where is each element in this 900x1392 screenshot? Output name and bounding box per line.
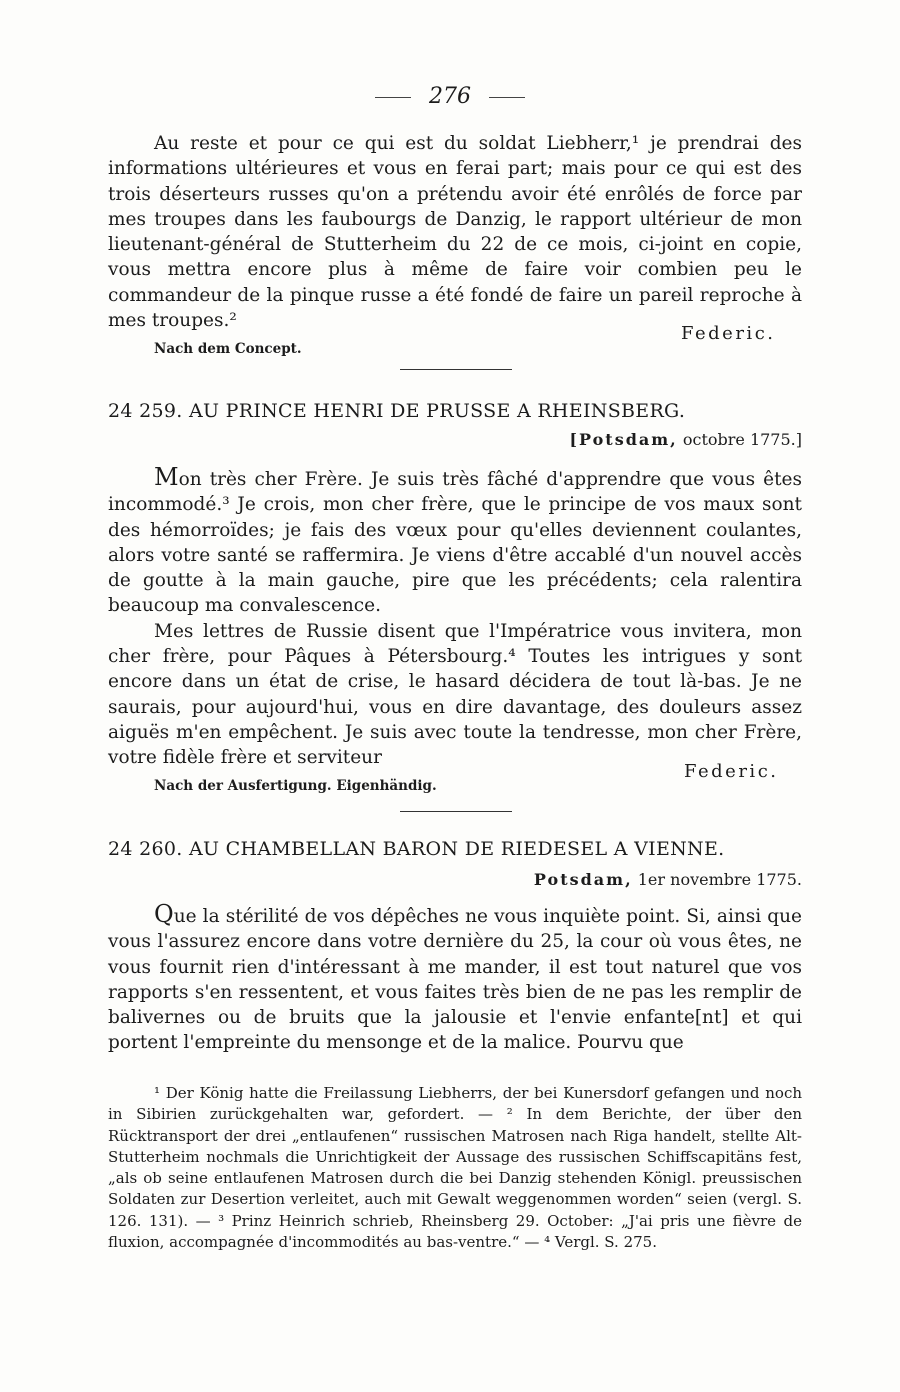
letter-24259-paragraph-2: Mes lettres de Russie disent que l'Impératrice vous invitera, mon cher frère, pour Pâques à Pétersbourg.⁴ Toutes les intrigues y sont encore dans un état de crise, le hasard décidera de tout là-bas. Je ne saurais, pour aujourd'hui, vous en dire davantage, des douleurs assez aiguës m'en empêchent. Je suis avec toute la tendresse, mon cher Frère, votre fidèle frère et serviteur	[108, 620, 802, 769]
page-number: 276	[429, 84, 471, 109]
dateline-date: octobre 1775.]	[682, 430, 802, 449]
page-number-line	[0, 84, 900, 109]
paragraph-text: ue la stérilité de vos dépêches ne vous inquiète point. Si, ainsi que vous l'assurez encore dans votre dernière du 25, la cour où vous êtes, ne vous fournit rien d'intéressant à me mander, il est tout naturel que vos rapports s'en ressentent, et vous faites très bien de ne pas les remplir de balivernes ou de bruits que la jalousie et l'envie enfante[nt] et qui portent l'empreinte du mensonge et de la malice. Pourvu que	[108, 906, 802, 1054]
letter-24259-dateline	[569, 430, 802, 449]
letter-24259-paragraph-1	[108, 465, 802, 619]
footnotes-text: ¹ Der König hatte die Freilassung Liebherrs, der bei Kunersdorf gefangen und noch in Sibirien zurückgehalten war, gefordert. — ² In dem Berichte, der über den Rücktransport der drei „entlaufenen“ russischen Matrosen nach Riga handelt, stellte Alt-Stutterheim nochmals die Unrichtigkeit der Aussage des russischen Schiffscapitäns fest, „als ob seine entlaufenen Matrosen durch die bei Danzig stehenden Königl. preussischen Soldaten zur Desertion verleitet, auch mit Gewalt weggenommen worden“ seien (vergl. S. 126. 131). — ³ Prinz Heinrich schrieb, Rheinsberg 29. October: „J'ai pris une fièvre de fluxion, accompagnée d'incommodités au bas-ventre.“ — ⁴ Vergl. S. 275.	[108, 1084, 802, 1252]
letter-24260-heading: 24 260. AU CHAMBELLAN BARON DE RIEDESEL A VIENNE.	[108, 838, 725, 860]
letter-24259-signature: Federic.	[684, 761, 779, 782]
letter-24260-body	[108, 902, 802, 1056]
letter-24259-source-note: Nach der Ausfertigung. Eigenhändig.	[154, 778, 437, 794]
page-number-dash-left	[375, 97, 411, 98]
page-number-dash-right	[489, 97, 525, 98]
continuation-source-note: Nach dem Concept.	[154, 341, 302, 357]
continuation-paragraph	[108, 131, 802, 333]
letter-24259-body	[108, 465, 802, 771]
drop-initial: Q	[154, 900, 174, 928]
letter-24259-heading: 24 259. AU PRINCE HENRI DE PRUSSE A RHEINSBERG.	[108, 400, 686, 422]
dateline-place: Potsdam,	[533, 870, 633, 889]
letter-24260-paragraph-1	[108, 902, 802, 1056]
continuation-text: Au reste et pour ce qui est du soldat Liebherr,¹ je prendrai des informations ultérieures et vous en ferai part; mais pour ce qui est des trois déserteurs russes qu'on a prétendu avoir été enrôlés de force par mes troupes dans les faubourgs de Danzig, le rapport ultérieur de mon lieutenant-général de Stutterheim du 22 de ce mois, ci-joint en copie, vous mettra encore plus à même de faire voir combien peu le commandeur de la pinque russe a été fondé de faire un pareil reproche à mes troupes.²	[108, 133, 802, 332]
letter-24260-dateline	[534, 870, 802, 889]
dateline-date: 1er novembre 1775.	[637, 870, 802, 889]
drop-initial: M	[154, 463, 179, 491]
paragraph-text: on très cher Frère. Je suis très fâché d'apprendre que vous êtes incommodé.³ Je crois, mon cher frère, que le principe de vos maux sont des hémorroïdes; je fais des vœux pour qu'elles deviennent coulantes, alors votre santé se raffermira. Je viens d'être accablé d'un nouvel accès de goutte à la main gauche, pire que les précédents; cela ralentira beaucoup ma convalescence.	[108, 469, 802, 617]
continuation-signature: Federic.	[681, 323, 776, 344]
section-divider	[400, 369, 512, 370]
footnotes	[108, 1083, 802, 1253]
dateline-place: [Potsdam,	[569, 430, 678, 449]
section-divider	[400, 811, 512, 812]
